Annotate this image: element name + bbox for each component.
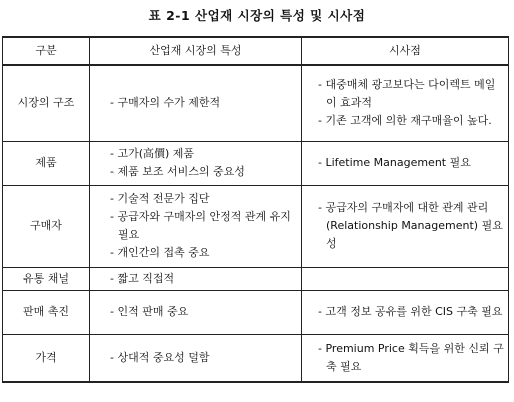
row-implications [302,185,509,267]
table-row [3,141,509,185]
row-features [90,334,302,382]
implication-item: - 대중매체 광고보다는 다이렉트 메일이 효과적 [318,78,496,110]
header-category: 구분 [3,37,90,65]
table-row [3,185,509,267]
row-implications [302,65,509,141]
feature-item: - 공급자와 구매자의 안정적 관계 유지 필요 [110,210,291,241]
table-row [3,267,509,290]
row-category: 유통 채널 [3,267,90,290]
characteristics-table [2,36,509,383]
row-implications [302,290,509,334]
feature-item: - 구매자의 수가 제한적 [110,96,221,110]
row-features [90,65,302,141]
row-category: 시장의 구조 [3,65,90,141]
table-row [3,290,509,334]
feature-item: - 고가(高價) 제품 [110,147,195,160]
table-row [3,65,509,141]
row-features [90,290,302,334]
implication-item: - 고객 정보 공유를 위한 CIS 구축 필요 [318,305,503,318]
implication-item: - 기존 고객에 의한 재구매율이 높다. [318,114,492,128]
feature-item: - 개인간의 접촉 중요 [110,246,210,259]
implication-item: - 공급자의 구매자에 대한 관계 관리(Relationship Management) 필요성 [318,201,503,250]
table-row [3,334,509,382]
row-implications [302,267,509,290]
row-category: 구매자 [3,185,90,267]
feature-item: - 짧고 직접적 [110,271,175,285]
row-category: 제품 [3,141,90,185]
implication-item: - Lifetime Management 필요 [318,156,471,169]
table-header-row [3,37,509,65]
table-title: 표 2-1 산업재 시장의 특성 및 시사점 [148,8,366,23]
header-implications: 시사점 [302,37,509,65]
feature-item: - 인적 판매 중요 [110,305,189,318]
row-features [90,185,302,267]
feature-item: - 상대적 중요성 덜함 [110,350,210,364]
feature-item: - 기술적 전문가 집단 [110,192,210,205]
row-features [90,267,302,290]
row-implications [302,334,509,382]
row-implications [302,141,509,185]
row-category: 가격 [3,334,90,382]
row-features [90,141,302,185]
row-category: 판매 촉진 [3,290,90,334]
implication-item: - Premium Price 획득을 위한 신뢰 구축 필요 [318,341,504,373]
header-features: 산업재 시장의 특성 [90,37,302,65]
feature-item: - 제품 보조 서비스의 중요성 [110,165,245,178]
